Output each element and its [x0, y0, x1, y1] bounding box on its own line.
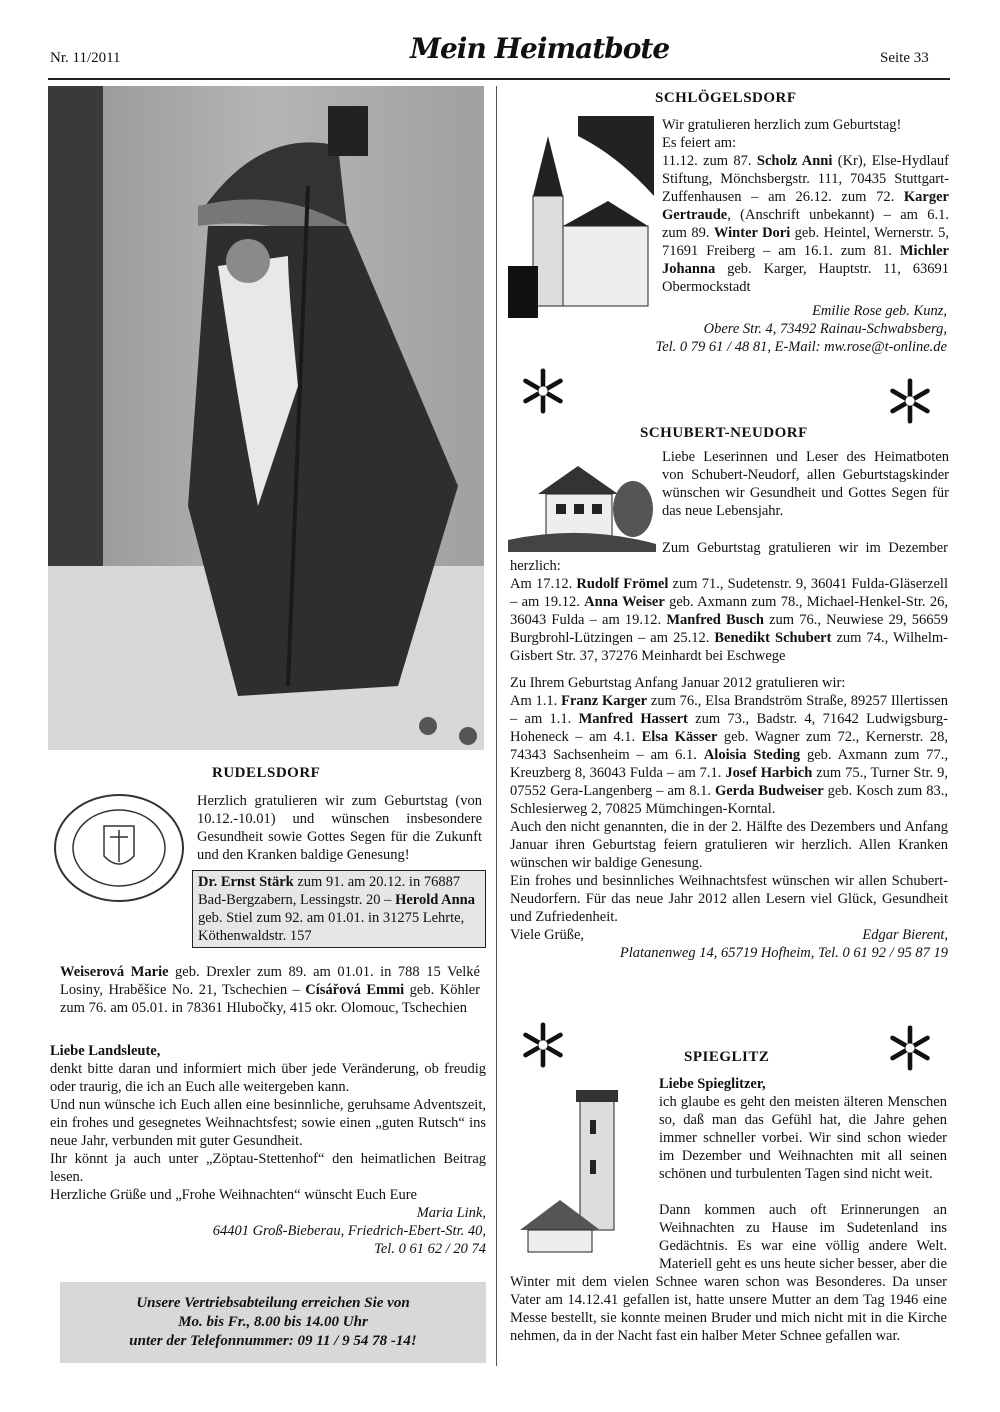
birthday-detail: geb. Axmann zum 78., Michael-Henkel-Str. 26, 36043 Fulda – am 19.12.	[510, 594, 948, 628]
spieglitz-paragraph-1: ich glaube es geht den meisten älteren Menschen so, daß man das Gefühl hat, die Jahre gehen immer schneller vorbei. Wir sind schon wieder im Dezember und Weihnachten mit all seinen schönen und turbulenten Tagen sind nicht weit.	[659, 1094, 947, 1182]
birthday-name: Rudolf Frömel	[576, 576, 669, 592]
birthday-name: Michler Johanna	[662, 243, 949, 277]
birthday-name: Winter Dori	[713, 225, 791, 241]
sales-notice-box	[60, 1282, 486, 1363]
signer-name: Edgar Bierent,	[862, 927, 948, 943]
signature-line: Obere Str. 4, 73492 Rainau-Schwabsberg,	[703, 321, 947, 337]
birthday-detail: zum 75., Turner Str. 9, 07552 Gera-Langenberg – am 8.1.	[510, 765, 948, 799]
snowflake-icon	[887, 378, 933, 424]
notice-line: Mo. bis Fr., 8.00 bis 14.00 Uhr	[178, 1314, 368, 1330]
birthday-detail: zum 76., Neuwiese 29, 56659 Burgbrohl-Lützingen – am 25.12.	[510, 612, 949, 646]
schloegelsdorf-title: SCHLÖGELSDORF	[655, 90, 797, 106]
birthday-detail: Am 1.1.	[510, 693, 562, 709]
schubert-title: SCHUBERT-NEUDORF	[640, 425, 808, 441]
birthday-detail: , (Anschrift unbekannt) – am 6.1. zum 89.	[662, 207, 949, 241]
birthday-detail: geb. Stiel zum 92. am 01.01. in 31275 Lehrte, Köthenwaldstr. 157	[198, 910, 465, 944]
birthday-detail: zum 71., Sudetenstr. 9, 36041 Fulda-Gläserzell – am 19.12.	[510, 576, 948, 610]
intro-line: Zum Geburtstag gratulieren wir im Dezember herzlich:	[510, 540, 948, 574]
letter-greeting: Liebe Spieglitzer,	[659, 1076, 766, 1092]
birthday-name: Anna Weiser	[584, 594, 665, 610]
birthday-detail: geb. Wagner zum 72., Kernerstr. 28, 74343 Sachsenheim – am 6.1.	[510, 729, 948, 763]
greeting-line: Viele Grüße,	[510, 927, 585, 943]
village-house-illustration-icon	[508, 454, 656, 552]
rudelsdorf-intro: Herzlich gratulieren wir zum Geburtstag (von 10.12.-10.01) und wünschen insbesondere Gesundheit sowie Gottes Segen für die Zukunft und den Kranken baldige Genesung!	[197, 793, 482, 863]
spieglitz-greeting	[659, 1075, 947, 1093]
december-birthday-list	[510, 575, 948, 665]
birthday-detail: zum 91. am 20.12. in 76887 Bad-Bergzabern, Lessingstr. 20 –	[198, 874, 461, 908]
rudelsdorf-seal-icon	[52, 792, 186, 904]
santa-illustration	[48, 86, 484, 750]
birthday-name: Weiserová Marie	[60, 964, 169, 980]
birthday-detail: zum 74., Wilhelm-Gisbert Str. 37, 37276 Meinhardt bei Eschwege	[510, 630, 948, 664]
signature-line: Maria Link,	[416, 1205, 486, 1221]
spieglitz-paragraph-2: Dann kommen auch oft Erinnerungen an Weihnachten zu Hause im Sudetenland ins Gedächtnis. Es war eine völlig andere Welt. Materiell geht es uns heute sicher besser, aber die Winter mit dem vielen Schnee waren schon was Besonderes. Da unser Vater am 14.12.41 gefallen ist, hatte unsere Mutter an dem Tag 1946 eine Messe bestellt, sie konnte meinen Bruder und mich nicht mit in die Kirche nehmen, da in der Nacht fast ein halber Meter Schnee gefallen war.	[510, 1202, 947, 1344]
birthday-detail: geb. Drexler zum 89. am 01.01. in 788 15 Velké Losiny, Hraběšice No. 21, Tschechien –	[60, 964, 480, 998]
birthday-name: Aloisia Steding	[703, 747, 801, 763]
rudelsdorf-letter	[50, 1042, 486, 1258]
church-illustration-icon	[508, 116, 654, 318]
signature-line: Tel. 0 79 61 / 48 81, E-Mail: mw.rose@t-online.de	[655, 339, 947, 355]
spieglitz-title: SPIEGLITZ	[684, 1049, 770, 1065]
birthday-detail: geb. Heintel, Wernerstr. 5, 71691 Freiberg – am 16.1. zum 81.	[662, 225, 949, 259]
birthday-detail: (Kr), Else-Hydlauf Stiftung, Mönchsbergstr. 111, 70435 Stuttgart-Zuffenhausen – am 26.12. zum 72.	[662, 153, 950, 205]
birthday-detail: Am 17.12.	[510, 576, 577, 592]
january-birthday-list	[510, 692, 948, 818]
intro-line: Wir gratulieren herzlich zum Geburtstag!	[662, 117, 902, 133]
january-intro: Zu Ihrem Geburtstag Anfang Januar 2012 gratulieren wir:	[510, 675, 846, 691]
header-rule	[48, 78, 950, 80]
notice-line: Unsere Vertriebsabteilung erreichen Sie von	[136, 1295, 410, 1311]
birthday-detail: zum 73., Badstr. 4, 71642 Ludwigsburg-Hoheneck – am 4.1.	[510, 711, 949, 745]
rudelsdorf-title: RUDELSDORF	[212, 765, 321, 781]
birthday-name: Scholz Anni	[756, 153, 833, 169]
birthday-detail: geb. Karger, Hauptstr. 11, 63691 Obermockstadt	[662, 261, 949, 295]
letter-paragraph: Ihr könnt ja auch unter „Zöptau-Stettenhof“ den heimatlichen Beitrag lesen.	[50, 1151, 486, 1185]
birthday-name: Benedikt Schubert	[714, 630, 832, 646]
schloegelsdorf-text	[662, 116, 949, 296]
birthday-name: Franz Karger	[561, 693, 648, 709]
snowflake-icon	[887, 1025, 933, 1071]
snowflake-icon	[520, 368, 566, 414]
birthday-name: Manfred Busch	[666, 612, 764, 628]
signer-address: Platanenweg 14, 65719 Hofheim, Tel. 0 61 92 / 95 87 19	[619, 945, 948, 961]
snowflake-icon	[520, 1022, 566, 1068]
issue-number: Nr. 11/2011	[50, 50, 121, 66]
birthday-name: Elsa Kässer	[641, 729, 718, 745]
masthead-title: Mein Heimatbote	[410, 32, 670, 65]
birthday-name: Karger Gertraude	[662, 189, 949, 223]
birthday-name: Herold Anna	[395, 892, 475, 908]
column-divider	[496, 86, 497, 1366]
signature-line: Emilie Rose geb. Kunz,	[812, 303, 947, 319]
rudelsdorf-highlight-box	[192, 870, 486, 948]
letter-paragraph: Herzliche Grüße und „Frohe Weihnachten“ wünscht Euch Eure	[50, 1187, 417, 1203]
birthday-detail: zum 76., Elsa Brandström Straße, 89257 Illertissen – am 1.1.	[510, 693, 948, 727]
birthday-name: Manfred Hassert	[578, 711, 688, 727]
birthday-name: Císářová Emmi	[305, 982, 405, 998]
signature-line: Tel. 0 61 62 / 20 74	[374, 1241, 486, 1257]
closing-paragraph: Auch den nicht genannten, die in der 2. Hälfte des Dezembers und Anfang Januar ihren Geburtstag feiern gratulieren wir herzlich. Allen Kranken wünschen wir baldige Genesung.	[510, 819, 948, 871]
page-number: Seite 33	[880, 50, 929, 66]
letter-greeting: Liebe Landsleute,	[50, 1043, 161, 1059]
birthday-detail: 11.12. zum 87.	[662, 153, 757, 169]
intro-line: Es feiert am:	[662, 135, 737, 151]
birthday-detail: geb. Kosch zum 83., Schlesierweg 2, 70825 Mümchingen-Korntal.	[510, 783, 948, 817]
schubert-intro: Liebe Leserinnen und Leser des Heimatboten von Schubert-Neudorf, allen Geburtstagskinder wünschen wir Gesundheit und Gottes Segen für das neue Lebensjahr.	[662, 449, 949, 519]
notice-line: unter der Telefonnummer: 09 11 / 9 54 78 -14!	[129, 1333, 417, 1349]
letter-paragraph: Und nun wünsche ich Euch allen eine besinnliche, geruhsame Adventszeit, ein frohes und gesegnetes Weihnachtsfest; sowie einen „guten Rutsch“ ins neue Jahr, verbunden mit guter Gesundheit.	[50, 1097, 486, 1149]
schubert-december	[510, 539, 948, 962]
rudelsdorf-czech-birthdays	[60, 963, 480, 1017]
birthday-name: Dr. Ernst Stärk	[198, 874, 294, 890]
birthday-detail: geb. Köhler zum 76. am 05.01. in 78361 Hlubočky, 415 okr. Olomouc, Tschechien	[60, 982, 480, 1016]
letter-paragraph: denkt bitte daran und informiert mich über jede Veränderung, ob freudig oder traurig, die ich an Euch alle weitergeben kann.	[50, 1061, 486, 1095]
schloegelsdorf-signature	[540, 302, 947, 356]
birthday-name: Gerda Budweiser	[714, 783, 824, 799]
birthday-detail: geb. Axmann zum 77., Kreuzberg 8, 36043 Fulda – am 7.1.	[510, 747, 948, 781]
signature-line: 64401 Groß-Bieberau, Friedrich-Ebert-Str. 40,	[212, 1223, 486, 1239]
closing-paragraph: Ein frohes und besinnliches Weihnachtsfest wünschen wir allen Schubert-Neudorfern. Für das neue Jahr 2012 allen Lesern viel Glück, Gesundheit und Zufriedenheit.	[510, 873, 948, 925]
birthday-name: Josef Harbich	[725, 765, 813, 781]
